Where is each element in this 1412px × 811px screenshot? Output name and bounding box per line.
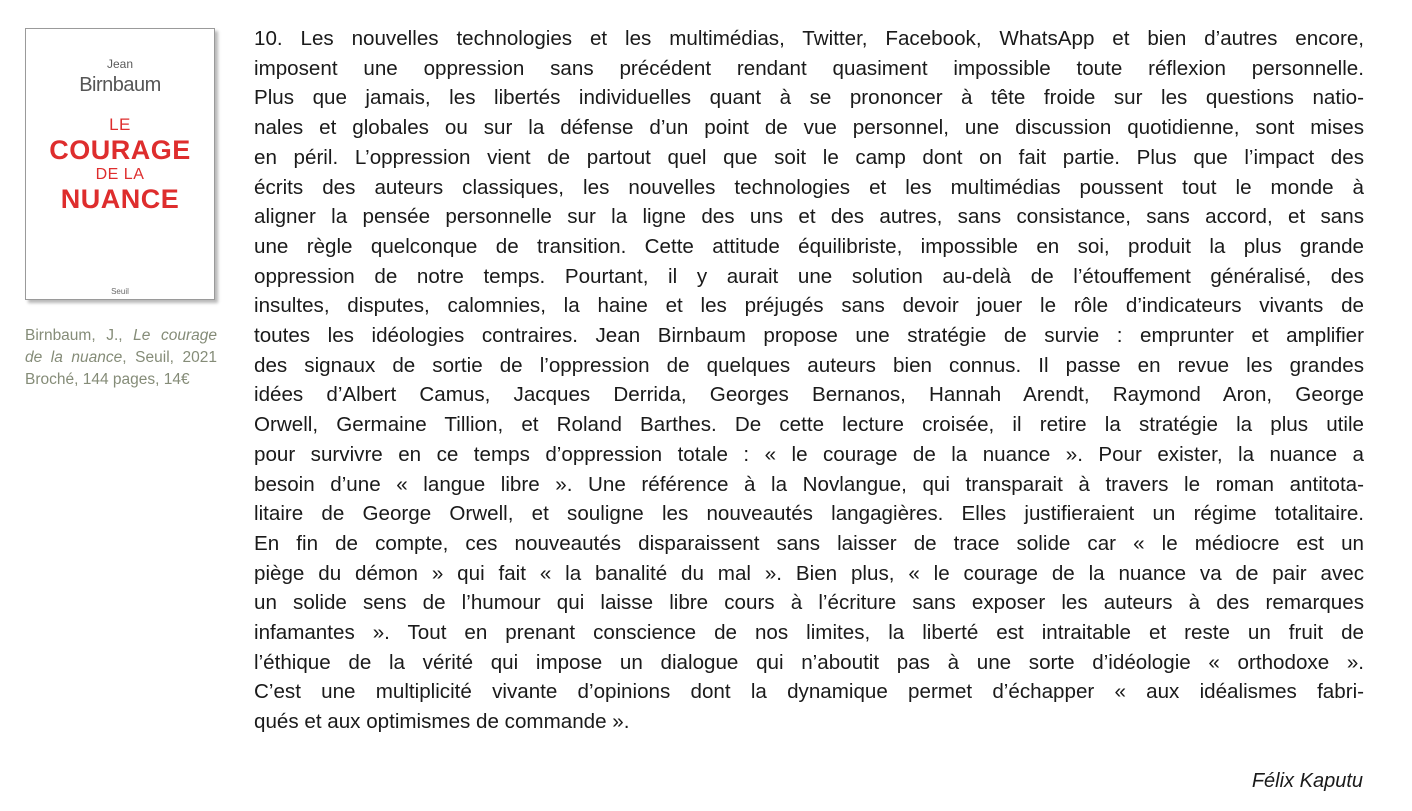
article-line: pour survivre en ce temps d’oppression totale : « le courage de la nuance ». Pour exister, la nuance a [254, 442, 1364, 466]
cover-author-last-name: Birnbaum [79, 74, 161, 96]
article-line: oppression de notre temps. Pourtant, il y aurait une solution au-delà de l’étouffement généralisé, des [254, 264, 1364, 288]
cover-title-line-3: DE LA [95, 166, 145, 183]
article-line: imposent une oppression sans précédent rendant quasiment impossible toute réflexion personnelle. [254, 56, 1364, 80]
article-line: 10. Les nouvelles technologies et les multimédias, Twitter, Facebook, WhatsApp et bien d’autres encore, [254, 27, 1364, 50]
article-line: des signaux de sortie de l’oppression de quelques auteurs bien connus. Il passe en revue les grandes [254, 353, 1364, 377]
book-caption [25, 325, 217, 391]
article-line: écrits des auteurs classiques, les nouvelles technologies et les multimédias poussent tout le monde à [254, 175, 1364, 199]
article-line: un solide sens de l’humour qui laisse libre cours à l’écriture sans exposer les auteurs à des remarques [254, 591, 1364, 615]
article-line: aligner la pensée personnelle sur la ligne des uns et des autres, sans consistance, sans accord, et sans [254, 205, 1364, 229]
article-line: C’est une multiplicité vivante d’opinions dont la dynamique permet d’échapper « aux idéalismes fabri- [254, 680, 1364, 704]
cover-title-line-1: LE [109, 115, 131, 134]
book-cover [25, 28, 215, 300]
article-line: qués et aux optimismes de commande ». [254, 710, 630, 734]
article-line: l’éthique de la vérité qui impose un dialogue qui n’aboutit pas à une sorte d’idéologie « orthodoxe ». [254, 650, 1364, 674]
article-line: nales et globales ou sur la défense d’un point de vue personnel, une discussion quotidienne, sont mises [254, 116, 1364, 140]
article-line: en péril. L’oppression vient de partout quel que soit le camp dont on fait partie. Plus que l’impact des [254, 145, 1364, 169]
cover-title [26, 116, 214, 216]
caption-details: , Seuil, 2021 Broché, 144 pages, 14€ [25, 349, 217, 388]
article-line: Orwell, Germaine Tillion, et Roland Barthes. De cette lecture croisée, il retire la stratégie la plus utile [254, 413, 1364, 437]
article-line: litaire de George Orwell, et souligne les nouveautés langagières. Elles justifieraient un régime totalitaire. [254, 502, 1364, 526]
article-body [254, 24, 1364, 737]
cover-title-line-2: COURAGE [49, 135, 191, 165]
cover-publisher: Seuil [111, 287, 129, 296]
caption-author: Birnbaum, J., [25, 327, 134, 344]
article-line: besoin d’une « langue libre ». Une référence à la Novlangue, qui transparait à travers le roman antitota- [254, 472, 1364, 496]
article-line: toutes les idéologies contraires. Jean Birnbaum propose une stratégie de survie : emprunter et amplifier [254, 324, 1364, 348]
caption-title: Le courage de la nuance [25, 327, 218, 366]
author-signature: Félix Kaputu [1251, 770, 1363, 792]
article-line: insultes, disputes, calomnies, la haine et les préjugés sans devoir jouer le rôle d’indicateurs vivants de [254, 294, 1364, 318]
article-line: infamantes ». Tout en prenant conscience de nos limites, la liberté est intraitable et reste un fruit de [254, 621, 1364, 645]
article-line: idées d’Albert Camus, Jacques Derrida, Georges Bernanos, Hannah Arendt, Raymond Aron, George [254, 383, 1364, 407]
article-line: une règle quelconque de transition. Cette attitude équilibriste, impossible en soi, produit la plus grande [254, 234, 1364, 258]
article-line: piège du démon » qui fait « la banalité du mal ». Bien plus, « le courage de la nuance va de pair avec [254, 561, 1364, 585]
article-line: Plus que jamais, les libertés individuelles quant à se prononcer à tête froide sur les questions natio- [254, 86, 1364, 110]
cover-title-line-4: NUANCE [60, 184, 180, 214]
cover-author-first-name: Jean [106, 57, 134, 71]
article-line: En fin de compte, ces nouveautés disparaissent sans laisser de trace solide car « le médiocre est un [254, 531, 1364, 555]
